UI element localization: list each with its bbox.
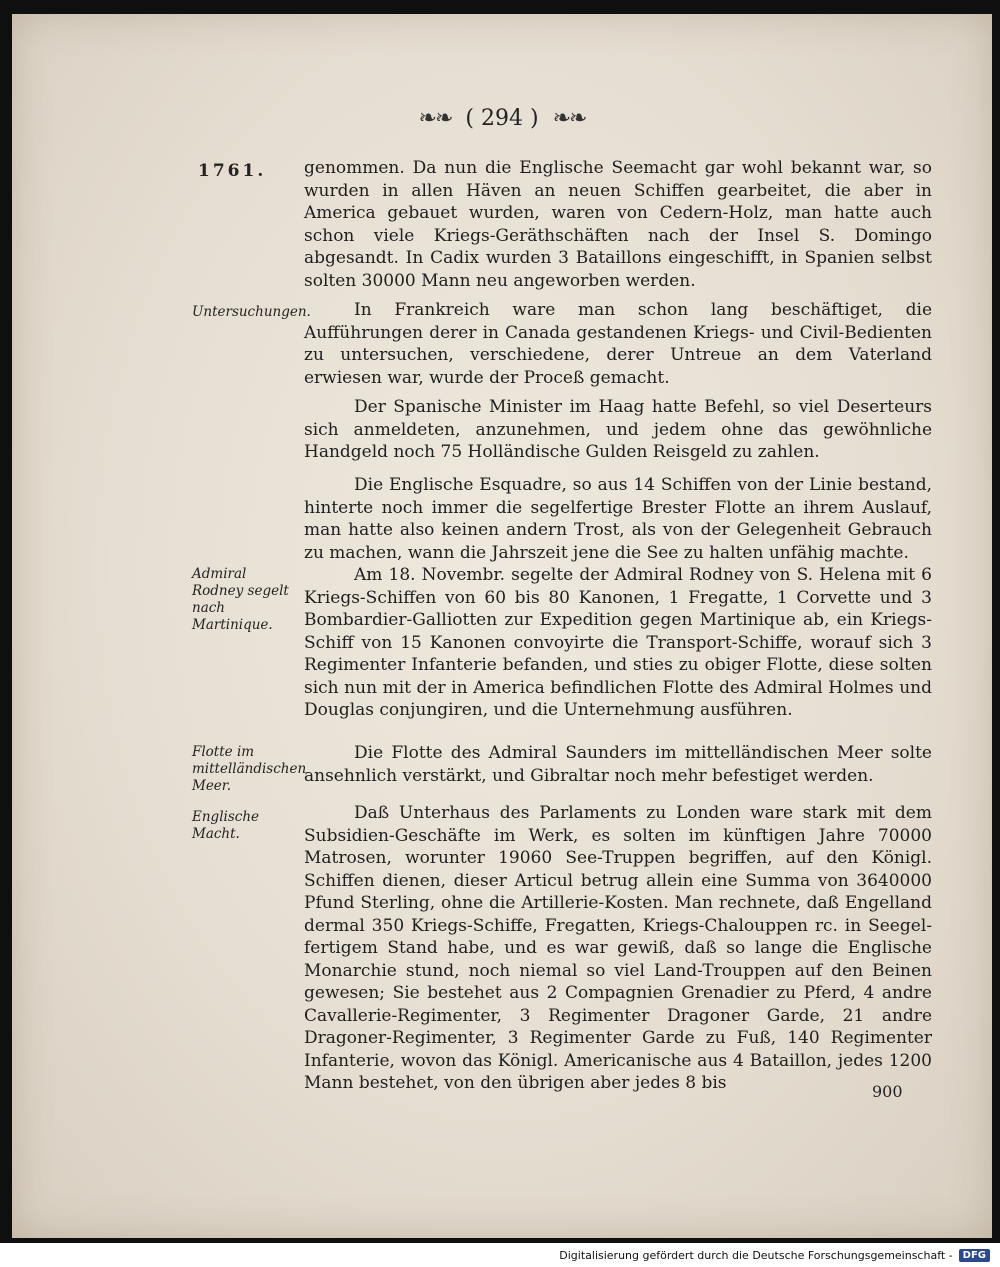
ornament-right-icon: ❧❧ — [552, 106, 586, 131]
margin-note-untersuchungen: Untersuchungen. — [192, 304, 311, 320]
paragraph-3: Der Spanische Minister im Haag hatte Befehl, so viel Deserteurs sich anmeldeten, anzunehmen, und jedem ohne das gewöhnliche Handgeld noch 75 Holländische Gulden Reisgeld zu zahlen. — [304, 397, 932, 462]
paragraph-1: genommen. Da nun die Englische Seemacht gar wohl bekannt war, so wurden in allen Häven an neuen Schiffen gearbeitet, die aber in America gebauet wurden, waren von Cedern-Holz, man hatte auch schon viele Kriegs-Geräthschäften nach der Insel S. Domingo abgesandt. In Cadix wurden 3 Bataillons eingeschifft, in Spanien selbst solten 30000 Mann neu angeworben werden. — [304, 158, 932, 291]
paragraph-4: Die Englische Esquadre, so aus 14 Schiffen von der Linie bestand, hinterte noch immer die segelfertige Brester Flotte an ihrem Auslauf, man hatte also keinen andern Trost, als von der Gelegenheit Gebrauch zu machen, wann die Jahrszeit jene die See zu halten unfähig machte. — [304, 475, 932, 563]
page-number: ( 294 ) — [465, 106, 539, 131]
footer-bar — [0, 1243, 1000, 1267]
page-header — [12, 106, 992, 131]
catchword: 900 — [872, 1082, 903, 1101]
paragraph-7: Daß Unterhaus des Parlaments zu Londen ware stark mit dem Subsidien-Geschäfte im Werk, es solten im künftigen Jahre 70000 Matrosen, worunter 19060 See-Truppen begriffen, auf den Königl. Schiffen dienen, dieser Articul betrug allein eine Summa von 3640000 Pfund Sterling, ohne die Artillerie-Kosten. Man rechnete, daß Engelland dermal 350 Kriegs-Schiffe, Fregatten, Kriegs-Chalouppen rc. in Seegel-fertigem Stand habe, und es war gewiß, daß so lange die Englische Monarchie stund, noch niemal so viel Land-Trouppen auf den Beinen gewesen; Sie bestehet aus 2 Compagnien Grenadier zu Pferd, 4 andre Cavallerie-Regimenter, 3 Regimenter Dragoner Garde, 21 andre Dragoner-Regimenter, 3 Regimenter Garde zu Fuß, 140 Regimenter Infanterie, wovon das Königl. Americanische aus 4 Bataillon, jedes 1200 Mann bestehet, von den übrigen aber jedes 8 bis — [304, 803, 932, 1093]
paragraph-2: In Frankreich ware man schon lang beschäftiget, die Aufführungen derer in Canada gestandenen Kriegs- und Civil-Bedienten zu untersuchen, verschiedene, derer Untreue an dem Vaterland erwiesen war, wurde der Proceß gemacht. — [304, 300, 932, 388]
margin-note-flotte: Flotte im mittelländischen Meer. — [192, 744, 307, 794]
year-marker: 1761. — [198, 161, 267, 181]
margin-note-rodney: Admiral Rodney segelt nach Martinique. — [192, 566, 289, 633]
footer-credit-text: Digitalisierung gefördert durch die Deutsche Forschungsgemeinschaft - — [559, 1248, 953, 1262]
paragraph-6: Die Flotte des Admiral Saunders im mittelländischen Meer solte ansehnlich verstärkt, und Gibraltar noch mehr befestiget werden. — [304, 743, 932, 786]
ornament-left-icon: ❧❧ — [418, 106, 452, 131]
margin-note-englische-macht: Englische Macht. — [192, 809, 259, 842]
paragraph-5: Am 18. Novembr. segelte der Admiral Rodney von S. Helena mit 6 Kriegs-Schiffen von 60 bis 80 Kanonen, 1 Fregatte, 1 Corvette und 3 Bombardier-Galliotten zur Expedition gegen Martinique ab, ein Kriegs-Schiff von 15 Kanonen convoyirte die Transport-Schiffe, worauf sich 3 Regimenter Infanterie befanden, und sties zu obiger Flotte, diese solten sich nun mit der in America befindlichen Flotte des Admiral Holmes und Douglas conjungiren, und die Unternehmung ausführen. — [304, 565, 932, 720]
document-page — [12, 14, 992, 1238]
dfg-logo[interactable]: DFG — [959, 1249, 990, 1262]
